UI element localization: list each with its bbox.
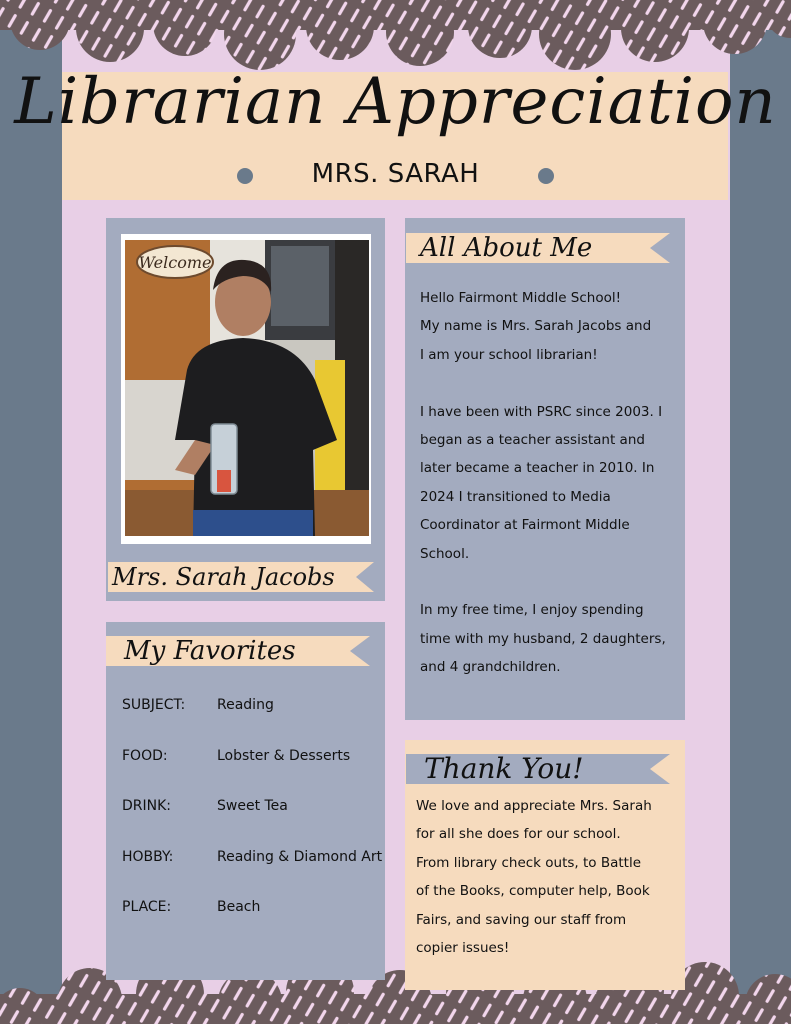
thank-you-line: copier issues!: [416, 940, 510, 957]
about-line: time with my husband, 2 daughters,: [420, 630, 666, 647]
favorite-value: Reading: [217, 697, 274, 713]
favorite-value: Beach: [217, 899, 261, 915]
favorites-heading: My Favorites: [124, 636, 296, 666]
thank-you-text: [416, 792, 678, 962]
favorite-label: PLACE:: [122, 899, 172, 915]
about-line: and 4 grandchildren.: [420, 659, 561, 676]
favorite-label: DRINK:: [122, 798, 172, 814]
about-text: [420, 284, 682, 682]
about-line: 2024 I transitioned to Media: [420, 488, 611, 505]
favorite-value: Reading & Diamond Art: [217, 849, 383, 865]
thank-you-line: of the Books, computer help, Book: [416, 883, 650, 900]
about-line: Hello Fairmont Middle School!: [420, 290, 622, 306]
favorite-label: SUBJECT:: [122, 697, 186, 713]
favorite-value: Lobster & Desserts: [217, 748, 351, 764]
thank-you-heading-ribbon: [406, 754, 670, 784]
about-line: I am your school librarian!: [420, 346, 598, 363]
thank-you-heading: Thank You!: [424, 752, 584, 785]
favorite-label: HOBBY:: [122, 849, 174, 865]
about-heading-ribbon: [406, 233, 670, 263]
name-ribbon: [108, 562, 374, 592]
welcome-sign-text: Welcome: [138, 253, 212, 272]
about-heading: All About Me: [420, 233, 593, 263]
thank-you-line: for all she does for our school.: [416, 826, 621, 843]
thank-you-line: From library check outs, to Battle: [416, 854, 642, 871]
page-subtitle: MRS. SARAH: [311, 159, 480, 189]
about-line: began as a teacher assistant and: [420, 432, 645, 449]
thank-you-line: We love and appreciate Mrs. Sarah: [416, 798, 652, 814]
favorite-label: FOOD:: [122, 748, 168, 764]
thank-you-line: Fairs, and saving our staff from: [416, 911, 627, 928]
favorite-value: Sweet Tea: [217, 798, 288, 814]
paragraph-gap: [420, 568, 682, 596]
about-line: School.: [420, 545, 470, 562]
favorites-heading-ribbon: [106, 636, 370, 666]
about-line: later became a teacher in 2010. In: [420, 460, 655, 477]
about-line: My name is Mrs. Sarah Jacobs and: [420, 318, 652, 335]
paragraph-gap: [420, 369, 682, 397]
about-line: In my free time, I enjoy spending: [420, 602, 644, 619]
about-line: I have been with PSRC since 2003. I: [420, 403, 663, 420]
librarian-photo: [125, 240, 369, 536]
photo-caption: Mrs. Sarah Jacobs: [112, 563, 335, 591]
page-title: Librarian Appreciation: [14, 65, 777, 139]
about-line: Coordinator at Fairmont Middle: [420, 517, 630, 534]
